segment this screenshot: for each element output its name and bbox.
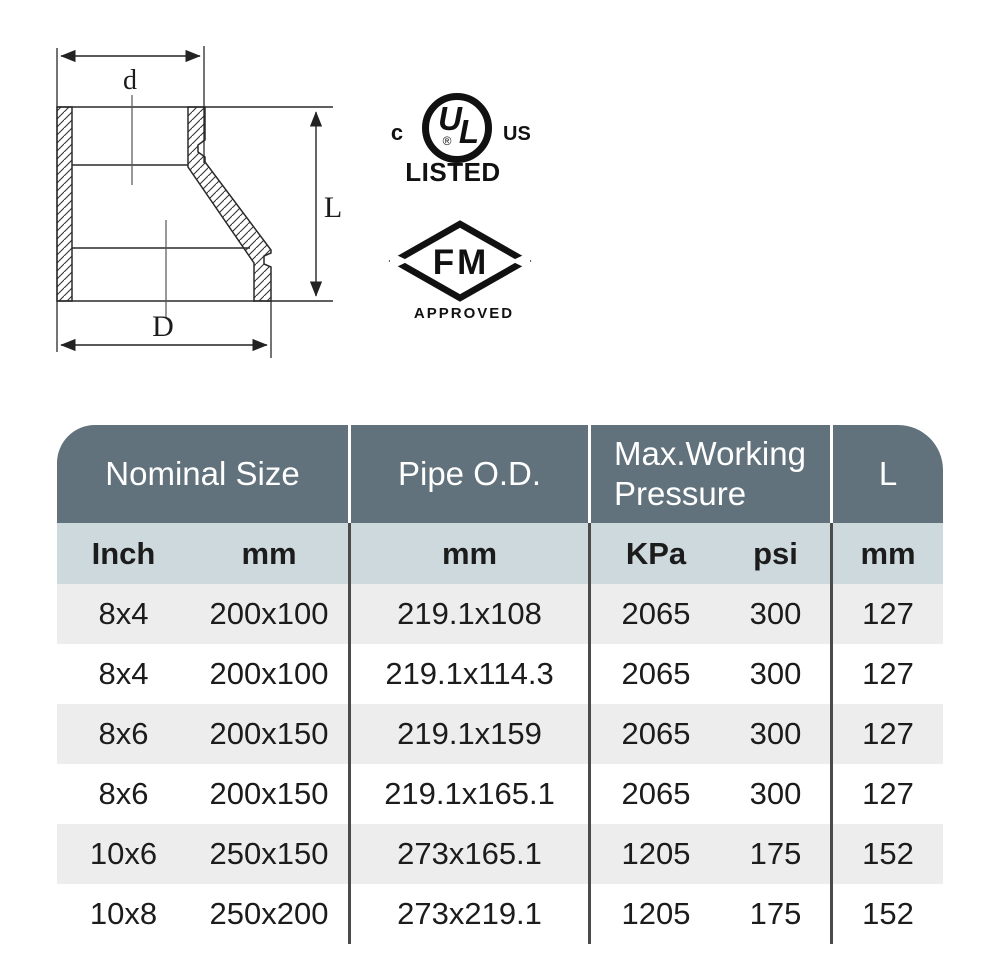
subheader-mm-nominal: mm [190, 523, 348, 584]
table-cell: 10x6 [57, 824, 190, 884]
table-cell: 2065 [588, 764, 721, 824]
centerlines [132, 95, 166, 318]
table-cell: 175 [721, 824, 830, 884]
reducer-right-wall [188, 107, 271, 301]
table-cell: 250x200 [190, 884, 348, 944]
reducer-left-wall [57, 107, 72, 301]
table-cell: 300 [721, 584, 830, 644]
ul-listed-caption: LISTED [405, 157, 501, 187]
table-cell: 10x8 [57, 884, 190, 944]
table-cell: 219.1x108 [348, 584, 588, 644]
subheader-inch: Inch [57, 523, 190, 584]
table-row [57, 644, 943, 704]
table-cell: 8x4 [57, 584, 190, 644]
table-cell: 127 [830, 584, 943, 644]
table-cell: 8x6 [57, 764, 190, 824]
table-cell: 8x6 [57, 704, 190, 764]
fm-approved-caption: APPROVED [413, 305, 515, 322]
subheader-psi: psi [721, 523, 830, 584]
table-cell: 175 [721, 884, 830, 944]
table-row [57, 764, 943, 824]
subheader-mm-od: mm [348, 523, 588, 584]
ul-registered-mark: ® [442, 134, 452, 148]
table-cell: 250x150 [190, 824, 348, 884]
table-cell: 219.1x165.1 [348, 764, 588, 824]
subheader-mm-l: mm [830, 523, 943, 584]
table-cell: 152 [830, 884, 943, 944]
col-header-nominal-size: Nominal Size [57, 425, 348, 523]
ul-prefix-c: c [390, 120, 404, 145]
table-row [57, 704, 943, 764]
table-cell: 2065 [588, 644, 721, 704]
spec-table [57, 425, 943, 944]
table-cell: 2065 [588, 584, 721, 644]
ul-listed-logo [383, 78, 533, 193]
table-cell: 273x219.1 [348, 884, 588, 944]
ul-suffix-us: US [503, 123, 531, 145]
dim-label-d: d [123, 65, 137, 96]
table-row [57, 824, 943, 884]
table-cell: 219.1x114.3 [348, 644, 588, 704]
table-cell: 1205 [588, 824, 721, 884]
table-cell: 200x100 [190, 644, 348, 704]
table-cell: 200x100 [190, 584, 348, 644]
table-row [57, 584, 943, 644]
table-cell: 8x4 [57, 644, 190, 704]
table-cell: 2065 [588, 704, 721, 764]
table-header-row [57, 425, 943, 523]
col-header-pipe-od: Pipe O.D. [348, 425, 588, 523]
dim-label-L: L [323, 191, 343, 224]
table-row [57, 884, 943, 944]
table-cell: 200x150 [190, 704, 348, 764]
ul-letter-l: L [458, 113, 480, 150]
table-subheader-row [57, 523, 943, 584]
fm-approved-logo [380, 213, 540, 328]
ul-letter-u: U [438, 100, 462, 137]
table-cell: 127 [830, 764, 943, 824]
table-cell: 219.1x159 [348, 704, 588, 764]
dim-label-D: D [152, 310, 174, 343]
fm-monogram: FM [432, 243, 490, 282]
table-cell: 1205 [588, 884, 721, 944]
subheader-kpa: KPa [588, 523, 721, 584]
table-cell: 300 [721, 764, 830, 824]
col-header-l: L [830, 425, 943, 523]
table-cell: 127 [830, 644, 943, 704]
table-cell: 200x150 [190, 764, 348, 824]
col-header-max-working-pressure: Max.Working Pressure [588, 425, 830, 523]
spec-table-body [57, 584, 943, 944]
technical-drawing [20, 5, 380, 380]
table-cell: 152 [830, 824, 943, 884]
table-cell: 300 [721, 704, 830, 764]
table-cell: 273x165.1 [348, 824, 588, 884]
table-cell: 127 [830, 704, 943, 764]
table-cell: 300 [721, 644, 830, 704]
